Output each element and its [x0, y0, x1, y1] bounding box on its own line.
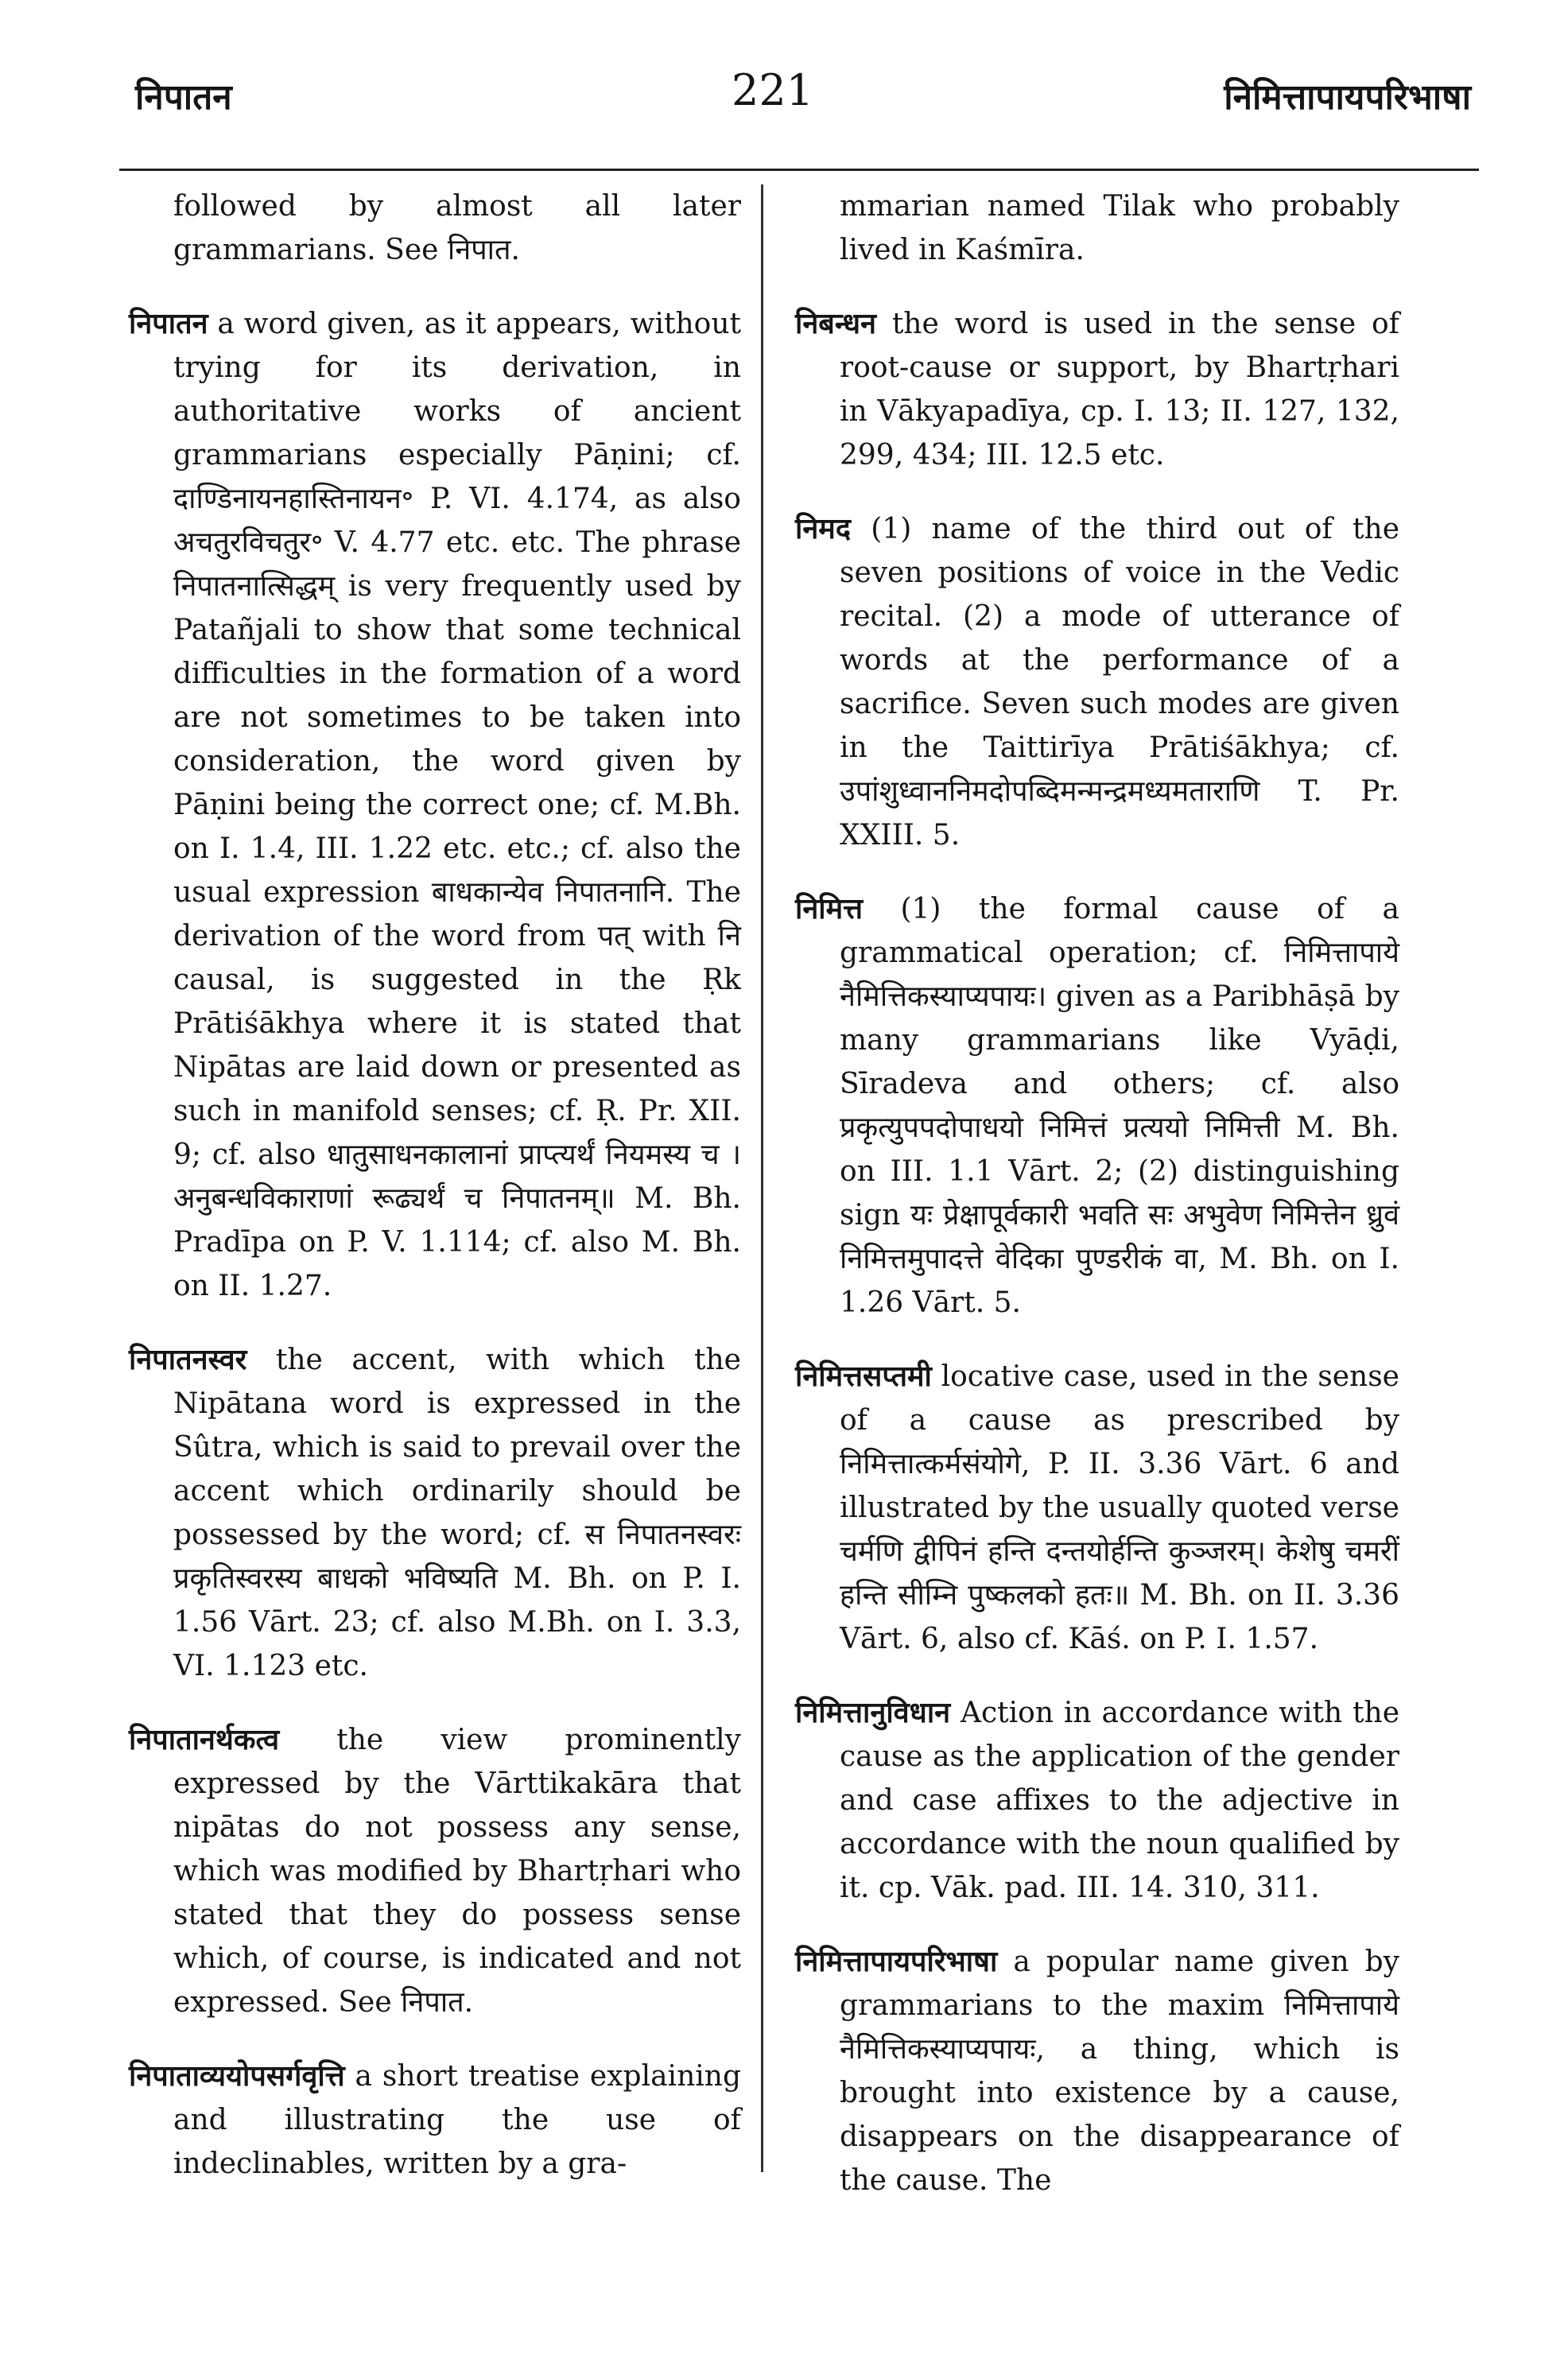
entry-headword: निपाताव्ययोपसर्गवृत्ति [129, 2059, 345, 2093]
entry-definition: a short treatise explaining and illustrating the use of indeclinables, written by a gra- [173, 2060, 741, 2180]
dictionary-entry [795, 1691, 1399, 1910]
continuation-text: mmarian named Tilak who probably lived in Kaśmīra. [840, 190, 1399, 266]
running-head-right: निमित्तापायपरिभाषा [1224, 77, 1471, 118]
entry-definition: the accent, with which the Nipātana word is expressed in the Sûtra, which is said to prevail over the accent which ordinarily should be possessed by the word; cf. स निपातनस्वरः प्रकृतिस्वरस्य बाधको भविष्यति M. Bh. on P. I. 1.56 Vārt. 23; cf. also M.Bh. on I. 3.3, VI. 1.123 etc. [173, 1344, 741, 1682]
left-column [129, 184, 741, 2216]
dictionary-entry [795, 1940, 1399, 2202]
dictionary-entry [795, 507, 1399, 857]
entry-definition: the view prominently expressed by the Vārttikakāra that nipātas do not possess any sense, which was modified by Bhartṛhari who stated that they do possess sense which, of course, is indicated and not expressed. See निपात. [173, 1724, 742, 2019]
entry-headword: निपातनस्वर [129, 1343, 247, 1376]
entry-definition: Action in accordance with the cause as the application of the gender and case affixes to the adjective in accordance with the noun qualified by it. cp. Vāk. pad. III. 14. 310, 311. [840, 1697, 1399, 1904]
column-divider [761, 184, 763, 2172]
dictionary-entry [129, 1718, 741, 2024]
entry-headword: निमित्त [795, 892, 864, 925]
page-number: 221 [732, 65, 814, 115]
dictionary-entry [129, 302, 741, 1308]
entry-headword: निमित्तानुविधान [795, 1696, 951, 1729]
running-head-left: निपातन [135, 77, 232, 118]
entry-definition: (1) the formal cause of a grammatical operation; cf. निमित्तापाये नैमित्तिकस्याप्यपायः। given as a Paribhāṣā by many grammarians like Vyāḍi, Sīradeva and others; cf. also प्रकृत्युपपदोपाधयो निमित्तं प्रत्ययो निमित्ती M. Bh. on III. 1.1 Vārt. 2; (2) distinguishing sign यः प्रेक्षापूर्वकारी भवति सः अभुवेण निमित्तेन ध्रुवं निमित्तमुपादत्ते वेदिका पुण्डरीकं वा, M. Bh. on I. 1.26 Vārt. 5. [840, 893, 1399, 1319]
entry-definition: a popular name given by grammarians to the maxim निमित्तापाये नैमित्तिकस्याप्यपायः, a thing, which is brought into existence by a cause, disappears on the disappearance of the cause. The [840, 1946, 1399, 2197]
entry-headword: निमित्तापायपरिभाषा [795, 1945, 998, 1978]
page-header [119, 65, 1471, 129]
dictionary-entry [129, 2054, 741, 2186]
dictionary-entry [129, 1338, 741, 1688]
dictionary-entry [795, 887, 1399, 1325]
entry-definition: locative case, used in the sense of a cause as prescribed by निमित्तात्कर्मसंयोगे, P. II. 3.36 Vārt. 6 and illustrated by the usually quoted verse चर्मणि द्वीपिनं हन्ति दन्तयोर्हन्ति कुञ्जरम्। केशेषु चमरीं हन्ति सीम्नि पुष्कलको हतः॥ M. Bh. on II. 3.36 Vārt. 6, also cf. Kāś. on P. I. 1.57. [840, 1360, 1399, 1655]
continuation-text: followed by almost all later grammarians. See निपात. [173, 190, 741, 266]
right-column [795, 184, 1399, 2233]
entry-headword: निपातन [129, 307, 208, 340]
header-rule [119, 169, 1479, 171]
dictionary-entry [795, 302, 1399, 477]
entry-headword: निमित्तसप्तमी [795, 1360, 932, 1393]
dictionary-entry [795, 1355, 1399, 1661]
entry-headword: निबन्धन [795, 307, 876, 340]
entry-definition: a word given, as it appears, without trying for its derivation, in authoritative works of ancient grammarians especially Pāṇini; cf. दाण्डिनायनहास्तिनायन॰ P. VI. 4.174, as also अचतुरविचतुर॰ V. 4.77 etc. etc. The phrase निपातनात्सिद्धम् is very frequently used by Patañjali to show that some technical difficulties in the formation of a word are not sometimes to be taken into consideration, the word given by Pāṇini being the correct one; cf. M.Bh. on I. 1.4, III. 1.22 etc. etc.; cf. also the usual expression बाधकान्येव निपातनानि. The derivation of the word from पत् with नि causal, is suggested in the Ṛk Prātiśākhya where it is stated that Nipātas are laid down or presented as such in manifold senses; cf. Ṛ. Pr. XII. 9; cf. also धातुसाधनकालानां प्राप्त्यर्थं नियमस्य च । अनुबन्धविकाराणां रूढ्यर्थं च निपातनम्॥ M. Bh. Pradīpa on P. V. 1.114; cf. also M. Bh. on II. 1.27. [173, 308, 741, 1302]
entry-headword: निमद [795, 512, 851, 545]
entry-headword: निपातानर्थकत्व [129, 1723, 280, 1756]
entry-definition: (1) name of the third out of the seven positions of voice in the Vedic recital. (2) a mode of utterance of words at the performance of a sacrifice. Seven such modes are given in the Taittirīya Prātiśākhya; cf. उपांशुध्वाननिमदोपब्दिमन्मन्द्रमध्यमताराणि T. Pr. XXIII. 5. [840, 513, 1399, 852]
entry-definition: the word is used in the sense of root-cause or support, by Bhartṛhari in Vākyapadīya, cp. I. 13; II. 127, 132, 299, 434; III. 12.5 etc. [840, 308, 1399, 471]
